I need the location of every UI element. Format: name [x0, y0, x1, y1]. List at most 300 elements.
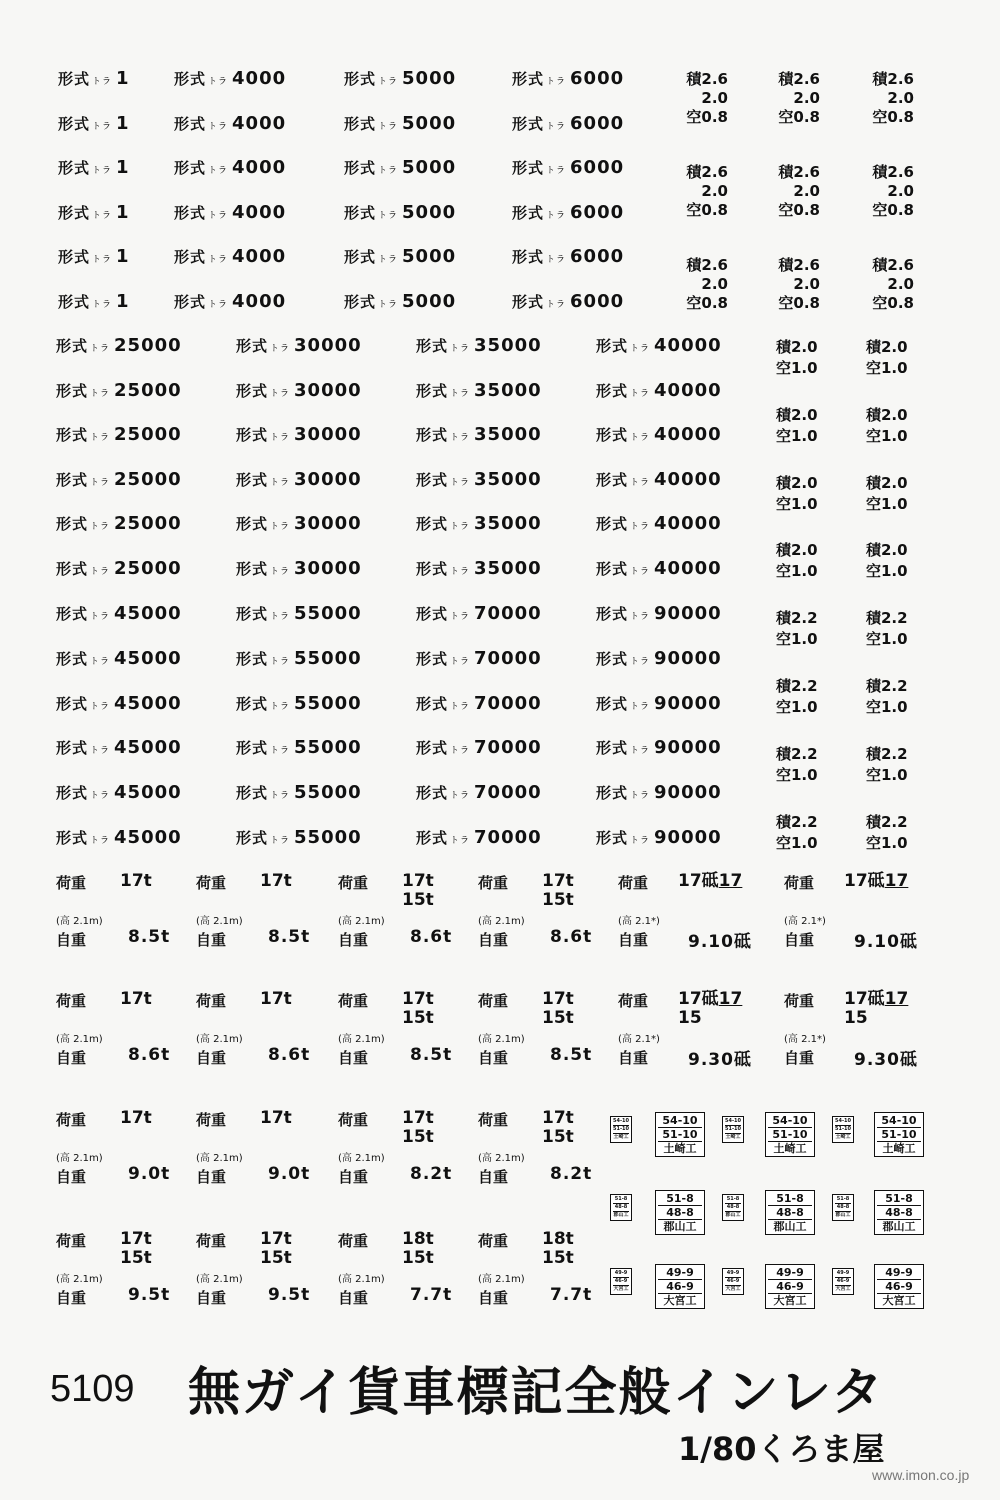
type-number: 4000 — [232, 68, 287, 89]
capacity-line: 積2.2 — [866, 677, 908, 695]
tora-mark: トラ — [92, 166, 113, 176]
so-mark: 砥 — [733, 1050, 752, 1070]
type-prefix: 形式 — [56, 829, 89, 847]
tora-mark: トラ — [630, 746, 651, 757]
kaju-label: 荷重 — [196, 1111, 227, 1129]
stamp-date: 51-10 — [658, 1128, 702, 1142]
tare-value: 8.5t — [410, 1045, 453, 1065]
tora-mark: トラ — [630, 567, 651, 577]
type-number: 40000 — [654, 424, 722, 446]
load-value-line: 17t — [120, 1108, 152, 1128]
load-value — [542, 872, 574, 910]
works-stamp — [722, 1194, 744, 1221]
type-label — [56, 827, 182, 848]
tora-mark: トラ — [270, 477, 291, 488]
type-prefix: 形式 — [416, 426, 449, 445]
jiju-label: 自重 — [478, 1168, 509, 1186]
type-number: 90000 — [654, 603, 722, 624]
type-prefix: 形式 — [236, 515, 269, 534]
type-label — [416, 380, 542, 401]
tare-value: 8.5t — [550, 1045, 593, 1065]
height-note: (高 2.1m) — [338, 1034, 385, 1045]
jiju-label: 自重 — [478, 931, 509, 949]
load-value-line — [678, 990, 742, 1009]
type-label — [56, 513, 182, 534]
type-label — [344, 202, 456, 223]
tare-value: 8.2t — [410, 1164, 453, 1184]
stamp-works: 郡山工 — [725, 1212, 741, 1218]
capacity-line: 積2.0 — [776, 541, 818, 560]
type-number: 70000 — [474, 603, 542, 624]
load-value-line — [678, 872, 742, 891]
stamp-date: 46-9 — [836, 1278, 850, 1284]
type-number: 30000 — [294, 468, 362, 490]
capacity-line: 空1.0 — [776, 833, 818, 852]
capacity-line: 空0.8 — [778, 294, 820, 312]
type-number: 45000 — [114, 737, 182, 759]
type-label — [416, 513, 542, 534]
type-label — [236, 469, 362, 490]
type-number: 90000 — [654, 737, 722, 759]
type-prefix: 形式 — [596, 515, 629, 534]
type-number: 25000 — [114, 513, 182, 535]
type-label — [56, 782, 182, 803]
load-value-line: 15t — [542, 1008, 574, 1028]
load-capacity-2x — [866, 405, 918, 447]
tare-value: 7.7t — [550, 1285, 593, 1305]
stamp-works: 土崎工 — [725, 1134, 741, 1140]
load-value — [402, 1230, 434, 1268]
load-capacity-2x — [776, 337, 828, 379]
type-label — [416, 737, 542, 758]
type-label — [236, 737, 362, 758]
works-stamp — [610, 1116, 632, 1143]
height-note: (高 2.1*) — [784, 916, 826, 927]
type-prefix: 形式 — [56, 739, 89, 758]
tonnage-block — [196, 989, 336, 1067]
stamp-works: 大宮工 — [773, 1294, 807, 1307]
tora-mark: トラ — [630, 388, 651, 399]
tora-mark: トラ — [270, 388, 291, 399]
capacity-line: 積2.6 — [872, 256, 914, 274]
type-prefix: 形式 — [344, 114, 377, 133]
tora-mark: トラ — [92, 210, 113, 221]
load-value-line: 17t — [542, 871, 574, 891]
type-prefix: 形式 — [174, 203, 207, 222]
type-prefix: 形式 — [512, 292, 545, 311]
load-value — [542, 1109, 574, 1147]
tare-value: 9.0t — [128, 1164, 171, 1184]
capacity-line: 積2.6 — [686, 163, 728, 181]
load-value-line: 15 — [678, 1008, 702, 1028]
kaju-label: 荷重 — [196, 992, 227, 1010]
tare-value — [688, 1045, 752, 1070]
type-prefix: 形式 — [236, 470, 269, 489]
type-prefix: 形式 — [236, 649, 269, 668]
tora-mark: トラ — [546, 210, 567, 221]
jiju-label: 自重 — [196, 931, 227, 949]
tora-mark: トラ — [270, 701, 291, 712]
stamp-date: 46-9 — [614, 1278, 628, 1284]
tora-mark: トラ — [270, 836, 291, 846]
stamp-date: 49-9 — [658, 1266, 702, 1280]
capacity-line: 積2.6 — [872, 163, 914, 181]
tonnage-block — [56, 1229, 196, 1307]
type-prefix: 形式 — [236, 784, 269, 803]
capacity-line: 2.0 — [793, 182, 820, 200]
type-number: 1 — [116, 290, 130, 312]
type-prefix: 形式 — [596, 694, 629, 713]
tora-mark: トラ — [450, 746, 471, 757]
kaju-label: 荷重 — [56, 1111, 87, 1129]
tora-mark: トラ — [92, 299, 113, 310]
so-mark: 砥 — [701, 871, 719, 891]
type-number: 40000 — [654, 335, 722, 356]
type-number: 40000 — [654, 513, 722, 535]
tora-mark: トラ — [630, 836, 651, 846]
jiju-label: 自重 — [196, 1289, 227, 1307]
type-number: 30000 — [294, 379, 362, 401]
type-label — [596, 424, 722, 445]
load-capacity-2x — [866, 744, 918, 786]
height-note: (高 2.1m) — [56, 1034, 103, 1045]
type-label — [56, 380, 182, 401]
load-capacity-2x — [866, 608, 918, 650]
type-prefix: 形式 — [56, 337, 89, 355]
capacity-line: 積2.6 — [872, 70, 914, 88]
stamp-date: 51-10 — [877, 1128, 921, 1142]
type-prefix: 形式 — [596, 470, 629, 489]
tonnage-block — [478, 1229, 618, 1307]
type-label — [236, 513, 362, 534]
tare-number: 9.10 — [688, 932, 734, 952]
type-label — [344, 157, 456, 178]
type-number: 40000 — [654, 468, 722, 490]
tora-mark: トラ — [270, 567, 291, 577]
type-prefix: 形式 — [56, 426, 89, 445]
capacity-line: 積2.6 — [778, 70, 820, 88]
tora-mark: トラ — [450, 477, 471, 488]
type-label — [344, 113, 456, 134]
capacity-line: 空1.0 — [866, 698, 908, 716]
tare-number: 9.30 — [854, 1050, 900, 1070]
tora-mark: トラ — [90, 791, 111, 802]
tonnage-block-right — [784, 989, 924, 1070]
type-prefix: 形式 — [236, 560, 269, 578]
capacity-line: 積2.2 — [776, 609, 818, 628]
jiju-label: 自重 — [784, 931, 815, 949]
capacity-line: 積2.2 — [866, 609, 908, 628]
load-capacity-26 — [672, 256, 728, 313]
load-value-line: 15t — [120, 1248, 152, 1268]
stamp-date: 51-10 — [768, 1128, 812, 1142]
type-label — [58, 113, 130, 134]
type-number: 45000 — [114, 692, 182, 714]
type-number: 1 — [116, 201, 130, 223]
stamp-date: 49-9 — [877, 1266, 921, 1280]
type-prefix: 形式 — [56, 381, 89, 400]
kaju-label: 荷重 — [56, 874, 87, 892]
load-value — [260, 872, 292, 891]
type-prefix: 形式 — [58, 159, 91, 177]
type-number: 35000 — [474, 335, 542, 356]
type-number: 1 — [116, 68, 130, 89]
tora-mark: トラ — [450, 836, 471, 846]
stamp-works: 土崎工 — [663, 1142, 697, 1155]
capacity-line: 空1.0 — [776, 359, 818, 377]
tare-value: 7.7t — [410, 1285, 453, 1305]
type-prefix: 形式 — [416, 784, 449, 803]
type-number: 35000 — [474, 558, 542, 579]
load-value-line: 17t — [120, 1229, 152, 1249]
capacity-line: 空1.0 — [866, 562, 908, 581]
load-value — [260, 1109, 292, 1128]
stamp-date: 49-9 — [768, 1266, 812, 1280]
type-number: 55000 — [294, 737, 362, 759]
tora-mark: トラ — [90, 612, 111, 622]
tare-value — [688, 927, 752, 952]
stamp-works: 大宮工 — [613, 1286, 629, 1292]
type-number: 30000 — [294, 335, 362, 356]
type-label — [416, 558, 542, 579]
so-mark: 砥 — [733, 932, 752, 952]
type-number: 5000 — [402, 290, 457, 312]
tora-mark: トラ — [378, 255, 399, 265]
tora-mark: トラ — [90, 522, 111, 533]
type-prefix: 形式 — [596, 649, 629, 668]
tonnage-block — [196, 871, 336, 949]
jiju-label: 自重 — [478, 1289, 509, 1307]
type-label — [416, 603, 542, 624]
type-prefix: 形式 — [236, 694, 269, 713]
type-label — [236, 603, 362, 624]
load-value-line: 17t — [542, 989, 574, 1009]
type-label — [596, 513, 722, 534]
kaju-label: 荷重 — [618, 992, 649, 1010]
works-stamp — [765, 1190, 815, 1235]
type-number: 55000 — [294, 827, 362, 848]
tora-mark: トラ — [92, 255, 113, 265]
works-stamp — [610, 1194, 632, 1221]
tora-mark: トラ — [450, 791, 471, 802]
kaju-label: 荷重 — [478, 874, 509, 892]
kaju-label: 荷重 — [338, 874, 369, 892]
capacity-line: 空1.0 — [776, 698, 818, 716]
works-stamp — [765, 1112, 815, 1157]
tora-mark: トラ — [630, 433, 651, 444]
tare-value: 9.0t — [268, 1164, 311, 1184]
product-scale-maker: 1/80くろま屋 — [678, 1430, 885, 1468]
kaju-label: 荷重 — [338, 1111, 369, 1129]
load-value-line: 15t — [260, 1248, 292, 1268]
stamp-works: 郡山工 — [882, 1220, 916, 1233]
tonnage-block — [478, 989, 618, 1067]
height-note: (高 2.1m) — [478, 1274, 525, 1285]
capacity-line: 積2.0 — [866, 541, 908, 560]
type-number: 70000 — [474, 827, 542, 848]
load-capacity-26 — [672, 70, 728, 127]
type-number: 35000 — [474, 468, 542, 490]
so-mark: 砥 — [899, 932, 918, 952]
jiju-label: 自重 — [478, 1049, 509, 1067]
capacity-line: 2.0 — [887, 182, 914, 200]
load-value-line — [844, 990, 908, 1009]
load-capacity-26 — [858, 70, 914, 127]
type-label — [596, 380, 722, 401]
stamp-date: 46-9 — [877, 1280, 921, 1294]
tora-mark: トラ — [270, 791, 291, 802]
tora-mark: トラ — [208, 166, 229, 176]
type-label — [416, 782, 542, 803]
capacity-line: 積2.0 — [776, 473, 818, 492]
jiju-label: 自重 — [618, 1049, 649, 1067]
so-mark: 砥 — [867, 871, 885, 891]
works-stamp — [832, 1116, 854, 1143]
type-label — [174, 291, 286, 312]
capacity-line: 空1.0 — [866, 833, 908, 852]
load-value — [120, 872, 152, 891]
height-note: (高 2.1m) — [56, 916, 103, 927]
tare-value: 9.5t — [128, 1285, 171, 1305]
height-note: (高 2.1m) — [196, 1274, 243, 1285]
type-prefix: 形式 — [58, 248, 91, 266]
tora-mark: トラ — [378, 121, 399, 132]
load-capacity-26 — [764, 256, 820, 313]
tora-mark: トラ — [270, 433, 291, 444]
tonnage-block — [338, 989, 478, 1067]
load-capacity-2x — [776, 676, 828, 718]
load-underlined: 17 — [884, 871, 909, 891]
kaju-label: 荷重 — [196, 1232, 227, 1250]
type-number: 55000 — [294, 603, 362, 624]
type-prefix: 形式 — [56, 784, 89, 803]
type-prefix: 形式 — [344, 159, 377, 177]
type-label — [512, 113, 624, 134]
capacity-line: 空0.8 — [778, 201, 820, 219]
tora-mark: トラ — [90, 433, 111, 444]
type-prefix: 形式 — [58, 292, 91, 311]
type-prefix: 形式 — [236, 337, 269, 355]
type-prefix: 形式 — [236, 829, 269, 847]
stamp-date: 48-8 — [726, 1204, 740, 1210]
type-label — [56, 737, 182, 758]
type-label — [236, 693, 362, 714]
tora-mark: トラ — [450, 701, 471, 712]
works-stamp — [655, 1190, 705, 1235]
load-number: 17 — [844, 989, 868, 1009]
tare-value: 8.5t — [268, 927, 311, 947]
type-prefix: 形式 — [416, 649, 449, 668]
load-capacity-26 — [672, 163, 728, 220]
capacity-line: 積2.6 — [778, 256, 820, 274]
stamp-works: 大宮工 — [882, 1294, 916, 1307]
tora-mark: トラ — [90, 746, 111, 757]
type-label — [596, 693, 722, 714]
load-value-line: 17t — [402, 871, 434, 891]
type-prefix: 形式 — [596, 560, 629, 578]
capacity-line: 空0.8 — [872, 108, 914, 126]
stamp-date: 51-8 — [836, 1196, 850, 1202]
type-prefix: 形式 — [596, 337, 629, 355]
tare-value: 8.6t — [550, 927, 593, 947]
capacity-line: 空1.0 — [866, 630, 908, 649]
type-prefix: 形式 — [596, 739, 629, 758]
stamp-date: 54-10 — [725, 1118, 741, 1124]
type-number: 5000 — [402, 246, 457, 267]
tora-mark: トラ — [546, 255, 567, 265]
load-number: 17 — [678, 989, 702, 1009]
stamp-works: 郡山工 — [835, 1212, 851, 1218]
kaju-label: 荷重 — [338, 992, 369, 1010]
load-value — [120, 1109, 152, 1128]
tora-mark: トラ — [546, 77, 567, 87]
type-prefix: 形式 — [416, 694, 449, 713]
stamp-date: 48-8 — [614, 1204, 628, 1210]
type-number: 6000 — [570, 112, 625, 134]
stamp-date: 51-8 — [614, 1196, 628, 1202]
type-label — [416, 827, 542, 848]
load-value-line: 17t — [402, 1108, 434, 1128]
stamp-date: 54-10 — [658, 1114, 702, 1128]
type-prefix: 形式 — [58, 114, 91, 133]
type-number: 5000 — [402, 68, 457, 89]
stamp-works: 郡山工 — [663, 1220, 697, 1233]
capacity-line: 空0.8 — [778, 108, 820, 126]
type-label — [512, 202, 624, 223]
capacity-line: 空1.0 — [866, 765, 908, 784]
tora-mark: トラ — [208, 255, 229, 265]
load-capacity-26 — [764, 70, 820, 127]
type-label — [236, 380, 362, 401]
type-label — [596, 737, 722, 758]
type-number: 30000 — [294, 513, 362, 535]
type-prefix: 形式 — [416, 381, 449, 400]
tora-mark: トラ — [378, 166, 399, 176]
type-label — [58, 68, 130, 89]
load-value — [120, 990, 152, 1009]
type-label — [236, 648, 362, 669]
capacity-line: 積2.2 — [776, 744, 818, 763]
tare-value: 9.5t — [268, 1285, 311, 1305]
type-number: 30000 — [294, 424, 362, 446]
works-stamp — [874, 1190, 924, 1235]
jiju-label: 自重 — [338, 931, 369, 949]
tora-mark: トラ — [90, 477, 111, 488]
type-number: 45000 — [114, 647, 182, 669]
height-note: (高 2.1m) — [56, 1274, 103, 1285]
load-value — [542, 1230, 574, 1268]
capacity-line: 積2.2 — [866, 744, 908, 763]
so-mark: 砥 — [899, 1050, 918, 1070]
load-value-line: 17t — [402, 989, 434, 1009]
type-label — [512, 291, 624, 312]
type-label — [174, 157, 286, 178]
load-value-line: 18t — [542, 1229, 574, 1249]
tare-value: 8.5t — [128, 927, 171, 947]
stamp-works: 郡山工 — [613, 1212, 629, 1218]
tora-mark: トラ — [450, 567, 471, 577]
tora-mark: トラ — [450, 522, 471, 533]
tora-mark: トラ — [90, 701, 111, 712]
stamp-works: 大宮工 — [725, 1286, 741, 1292]
type-prefix: 形式 — [416, 560, 449, 578]
type-number: 45000 — [114, 782, 182, 804]
tora-mark: トラ — [378, 299, 399, 310]
type-prefix: 形式 — [344, 292, 377, 311]
type-prefix: 形式 — [344, 248, 377, 266]
type-label — [56, 693, 182, 714]
kaju-label: 荷重 — [56, 1232, 87, 1250]
